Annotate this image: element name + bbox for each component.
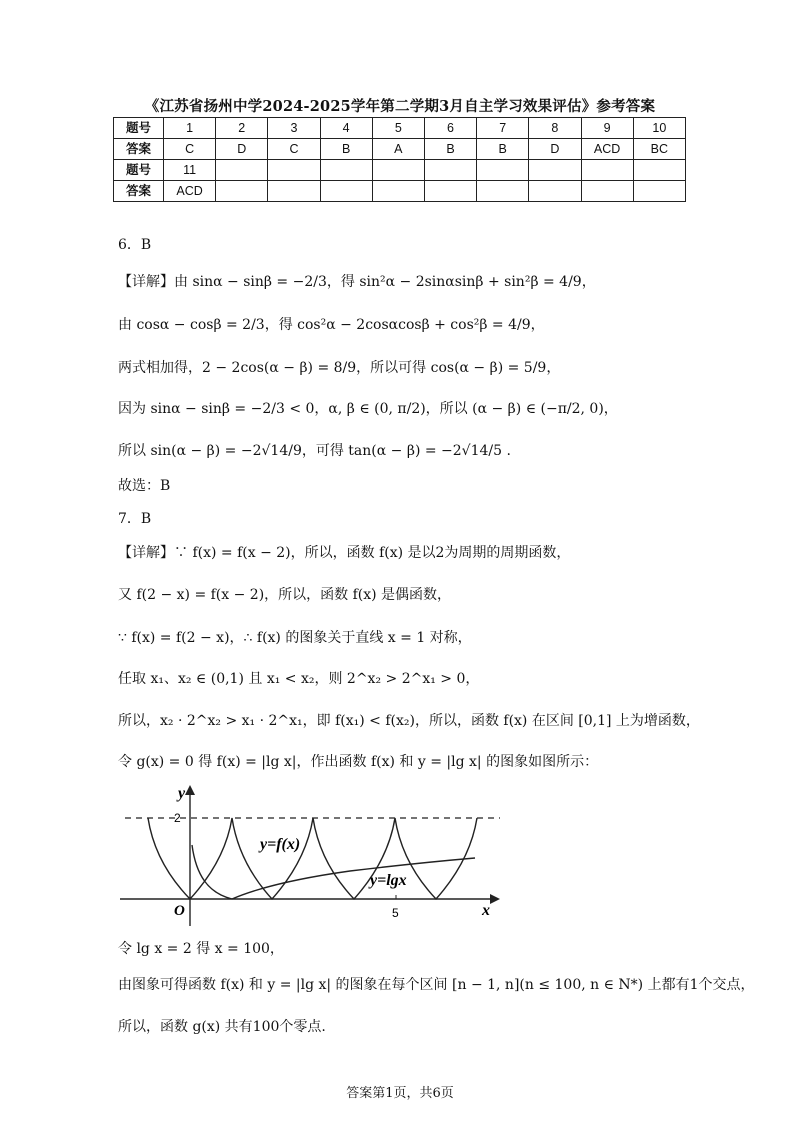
q7-line-9: 所以，函数 g(x) 共有100个零点. bbox=[118, 1019, 326, 1035]
table-cell: 10 bbox=[633, 118, 685, 139]
table-cell: C bbox=[268, 139, 320, 160]
x-axis-arrow-icon bbox=[490, 894, 500, 904]
q7-line-2: 又 f(2 − x) = f(x − 2)，所以，函数 f(x) 是偶函数， bbox=[118, 587, 452, 603]
page-footer: 答案第1页，共6页 bbox=[346, 1086, 454, 1101]
q6-heading: 6．B bbox=[118, 237, 152, 253]
table-row bbox=[114, 160, 686, 181]
table-row bbox=[114, 118, 686, 139]
y-axis-label: y bbox=[178, 785, 186, 802]
function-graph bbox=[120, 783, 510, 928]
fx-curve-label: y=f(x) bbox=[260, 836, 301, 853]
table-cell bbox=[477, 160, 529, 181]
table-cell bbox=[529, 160, 581, 181]
table-cell: 5 bbox=[372, 118, 424, 139]
q7-line-3: ∵ f(x) = f(2 − x)，∴ f(x) 的图象关于直线 x = 1 对称， bbox=[118, 630, 472, 646]
q7-line-4: 任取 x₁、x₂ ∈ (0,1) 且 x₁ < x₂，则 2^x₂ > 2^x₁ > 0， bbox=[118, 671, 480, 687]
q6-line-5: 所以 sin(α − β) = −2√14/9，可得 tan(α − β) = −2√14/5 . bbox=[118, 443, 511, 459]
q7-line-6: 令 g(x) = 0 得 f(x) = |lg x|，作出函数 f(x) 和 y = |lg x| 的图象如图所示： bbox=[118, 754, 599, 770]
table-cell: BC bbox=[633, 139, 685, 160]
table-cell bbox=[268, 181, 320, 202]
table-cell: 6 bbox=[424, 118, 476, 139]
y-tick-label: 2 bbox=[174, 811, 181, 825]
table-cell bbox=[216, 181, 268, 202]
table-cell: 11 bbox=[164, 160, 216, 181]
table-cell: B bbox=[477, 139, 529, 160]
table-cell bbox=[320, 181, 372, 202]
table-cell bbox=[581, 181, 633, 202]
table-header-cell: 题号 bbox=[114, 118, 164, 139]
lgx-curve-label: y=lgx bbox=[370, 872, 407, 889]
page-title: 《江苏省扬州中学2024-2025学年第二学期3月自主学习效果评估》参考答案 bbox=[144, 98, 656, 115]
q6-conclusion: 故选：B bbox=[118, 478, 171, 494]
table-cell: 4 bbox=[320, 118, 372, 139]
q6-line-3: 两式相加得，2 − 2cos(α − β) = 8/9，所以可得 cos(α − β) = 5/9， bbox=[118, 360, 561, 376]
table-cell bbox=[529, 181, 581, 202]
table-cell bbox=[633, 181, 685, 202]
table-cell bbox=[581, 160, 633, 181]
table-cell bbox=[216, 160, 268, 181]
x-axis-label: x bbox=[482, 902, 490, 919]
table-cell: 3 bbox=[268, 118, 320, 139]
q6-line-4: 因为 sinα − sinβ = −2/3 < 0，α, β ∈ (0, π/2)，所以 (α − β) ∈ (−π/2, 0)， bbox=[118, 401, 618, 417]
table-cell: 7 bbox=[477, 118, 529, 139]
table-cell bbox=[477, 181, 529, 202]
table-cell bbox=[424, 181, 476, 202]
origin-label: O bbox=[174, 903, 185, 919]
table-cell bbox=[424, 160, 476, 181]
table-cell bbox=[633, 160, 685, 181]
answer-table bbox=[113, 117, 686, 202]
table-cell: B bbox=[320, 139, 372, 160]
q7-line-7: 令 lg x = 2 得 x = 100， bbox=[118, 941, 284, 957]
table-cell bbox=[372, 160, 424, 181]
table-cell: 1 bbox=[164, 118, 216, 139]
table-cell: B bbox=[424, 139, 476, 160]
q7-line-8: 由图象可得函数 f(x) 和 y = |lg x| 的图象在每个区间 [n − 1, n](n ≤ 100, n ∈ N*) 上都有1个交点， bbox=[118, 977, 755, 993]
q7-line-5: 所以，x₂ · 2^x₂ > x₁ · 2^x₁，即 f(x₁) < f(x₂)，所以，函数 f(x) 在区间 [0,1] 上为增函数， bbox=[118, 713, 700, 729]
y-axis-arrow-icon bbox=[185, 785, 195, 795]
q6-line-1: 【详解】由 sinα − sinβ = −2/3，得 sin²α − 2sinαsinβ + sin²β = 4/9， bbox=[118, 274, 596, 290]
table-cell bbox=[268, 160, 320, 181]
table-cell bbox=[320, 160, 372, 181]
q7-line-1: 【详解】∵ f(x) = f(x − 2)，所以，函数 f(x) 是以2为周期的周期函数， bbox=[118, 545, 571, 561]
table-cell: 2 bbox=[216, 118, 268, 139]
table-cell: ACD bbox=[581, 139, 633, 160]
table-row bbox=[114, 181, 686, 202]
q7-heading: 7．B bbox=[118, 511, 152, 527]
q6-line-2: 由 cosα − cosβ = 2/3，得 cos²α − 2cosαcosβ + cos²β = 4/9， bbox=[118, 317, 545, 333]
table-header-cell: 答案 bbox=[114, 181, 164, 202]
table-row bbox=[114, 139, 686, 160]
table-cell bbox=[372, 181, 424, 202]
table-cell: ACD bbox=[164, 181, 216, 202]
table-cell: D bbox=[216, 139, 268, 160]
table-cell: 8 bbox=[529, 118, 581, 139]
table-cell: A bbox=[372, 139, 424, 160]
table-cell: C bbox=[164, 139, 216, 160]
x-tick-label: 5 bbox=[392, 906, 399, 920]
table-header-cell: 题号 bbox=[114, 160, 164, 181]
table-cell: D bbox=[529, 139, 581, 160]
fx-curve bbox=[148, 818, 477, 899]
table-header-cell: 答案 bbox=[114, 139, 164, 160]
table-cell: 9 bbox=[581, 118, 633, 139]
